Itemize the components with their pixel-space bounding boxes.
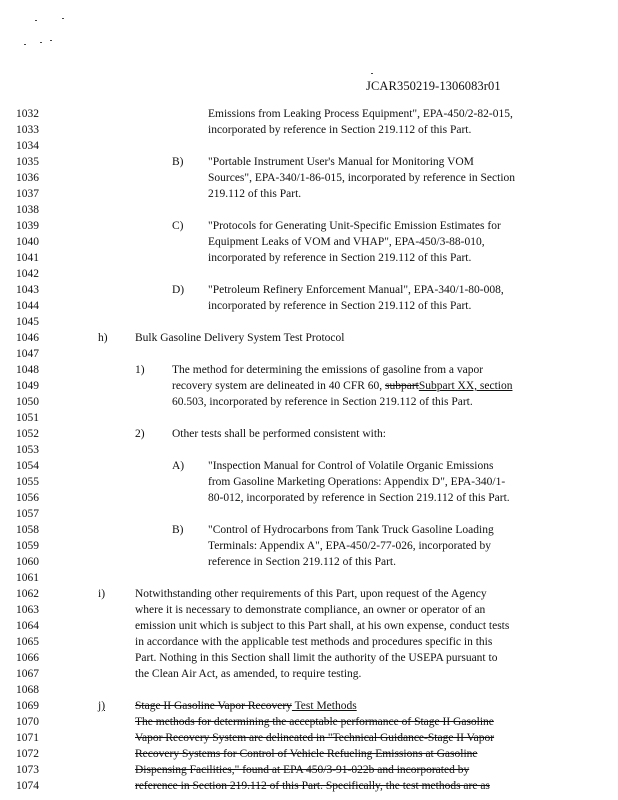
line-number: 1044 bbox=[16, 300, 39, 312]
scan-speck bbox=[35, 20, 37, 21]
deleted-text: subpart bbox=[385, 380, 419, 392]
body-line-with-amendment bbox=[135, 778, 490, 794]
body-line: emission unit which is subject to this Part shall, at his own expense, conduct tests bbox=[135, 620, 510, 632]
line-number: 1061 bbox=[16, 572, 39, 584]
body-line: "Protocols for Generating Unit-Specific Emission Estimates for bbox=[208, 220, 501, 232]
line-number: 1070 bbox=[16, 716, 39, 728]
scan-speck bbox=[24, 44, 26, 45]
line-number: 1048 bbox=[16, 364, 39, 376]
body-line: "Portable Instrument User's Manual for Monitoring VOM bbox=[208, 156, 474, 168]
line-number: 1072 bbox=[16, 748, 39, 760]
body-line: 60.503, incorporated by reference in Section 219.112 of this Part. bbox=[172, 396, 473, 408]
inserted-text: Test Methods bbox=[291, 700, 357, 712]
deleted-text: reference in Section 219.112 bbox=[135, 780, 267, 792]
deleted-line: Vapor Recovery System are delineated in "Technical Guidance-Stage II Vapor bbox=[135, 732, 495, 744]
line-number: 1066 bbox=[16, 652, 39, 664]
line-number: 1047 bbox=[16, 348, 39, 360]
line-number: 1042 bbox=[16, 268, 39, 280]
item-label-d: D) bbox=[172, 284, 185, 296]
line-number: 1036 bbox=[16, 172, 39, 184]
body-line: incorporated by reference in Section 219.112 of this Part. bbox=[208, 252, 472, 264]
line-number: 1073 bbox=[16, 764, 39, 776]
body-line: Terminals: Appendix A", EPA-450/2-77-026, incorporated by bbox=[208, 540, 491, 552]
line-number: 1040 bbox=[16, 236, 39, 248]
line-number: 1037 bbox=[16, 188, 39, 200]
line-number: 1046 bbox=[16, 332, 39, 344]
line-number: 1055 bbox=[16, 476, 39, 488]
line-number: 1057 bbox=[16, 508, 39, 520]
body-line: Notwithstanding other requirements of this Part, upon request of the Agency bbox=[135, 588, 487, 600]
deleted-line: The methods for determining the acceptable performance of Stage II Gasoline bbox=[135, 716, 494, 728]
line-number: 1074 bbox=[16, 780, 39, 792]
deleted-line: Recovery Systems for Control of Vehicle Refueling Emissions at Gasoline bbox=[135, 748, 478, 760]
body-line: Other tests shall be performed consistent with: bbox=[172, 428, 386, 440]
line-number: 1058 bbox=[16, 524, 39, 536]
body-line-with-amendment bbox=[172, 378, 512, 394]
scan-speck bbox=[371, 73, 373, 74]
line-number: 1062 bbox=[16, 588, 39, 600]
section-heading: Bulk Gasoline Delivery System Test Protocol bbox=[135, 332, 345, 344]
line-number: 1059 bbox=[16, 540, 39, 552]
line-number: 1034 bbox=[16, 140, 39, 152]
body-line: The method for determining the emissions of gasoline from a vapor bbox=[172, 364, 484, 376]
document-header-id: JCAR350219-1306083r01 bbox=[366, 79, 501, 93]
item-label-b: B) bbox=[172, 524, 184, 536]
body-line: incorporated by reference in Section 219.112 of this Part. bbox=[208, 124, 472, 136]
line-number: 1065 bbox=[16, 636, 39, 648]
line-number: 1056 bbox=[16, 492, 39, 504]
scan-speck bbox=[50, 40, 52, 41]
body-line: reference in Section 219.112 of this Part. bbox=[208, 556, 396, 568]
line-number: 1050 bbox=[16, 396, 39, 408]
body-line: in accordance with the applicable test methods and procedures specific in this bbox=[135, 636, 493, 648]
section-label-i: i) bbox=[98, 588, 106, 600]
item-label-2: 2) bbox=[135, 428, 145, 440]
line-number: 1039 bbox=[16, 220, 39, 232]
deleted-text: of this Part. Specifically, the test methods are as bbox=[266, 780, 490, 792]
body-line: 219.112 of this Part. bbox=[208, 188, 302, 200]
body-text: recovery system are delineated in 40 CFR 60, bbox=[172, 380, 386, 392]
body-line: "Control of Hydrocarbons from Tank Truck Gasoline Loading bbox=[208, 524, 494, 536]
line-number: 1035 bbox=[16, 156, 39, 168]
line-number: 1033 bbox=[16, 124, 39, 136]
body-line: "Petroleum Refinery Enforcement Manual", EPA-340/1-80-008, bbox=[208, 284, 504, 296]
line-number: 1067 bbox=[16, 668, 39, 680]
line-number: 1045 bbox=[16, 316, 39, 328]
body-line: "Inspection Manual for Control of Volatile Organic Emissions bbox=[208, 460, 494, 472]
line-number: 1068 bbox=[16, 684, 39, 696]
item-label-1: 1) bbox=[135, 364, 145, 376]
body-line: where it is necessary to demonstrate compliance, an owner or operator of an bbox=[135, 604, 486, 616]
line-number: 1063 bbox=[16, 604, 39, 616]
line-number: 1060 bbox=[16, 556, 39, 568]
line-number: 1069 bbox=[16, 700, 39, 712]
body-line: from Gasoline Marketing Operations: Appendix D", EPA-340/1- bbox=[208, 476, 506, 488]
scan-speck bbox=[40, 42, 42, 43]
deleted-line: Dispensing Facilities," found at EPA 450/3-91-022b and incorporated by bbox=[135, 764, 470, 776]
body-line: Sources", EPA-340/1-86-015, incorporated by reference in Section bbox=[208, 172, 516, 184]
line-number: 1071 bbox=[16, 732, 39, 744]
line-number: 1041 bbox=[16, 252, 39, 264]
body-line: Equipment Leaks of VOM and VHAP", EPA-450/3-88-010, bbox=[208, 236, 485, 248]
line-number: 1052 bbox=[16, 428, 39, 440]
section-label-j: j) bbox=[98, 700, 106, 712]
body-line: the Clean Air Act, as amended, to require testing. bbox=[135, 668, 362, 680]
deleted-text: Stage II Gasoline Vapor Recovery bbox=[135, 700, 292, 712]
section-label-h: h) bbox=[98, 332, 108, 344]
body-line: Emissions from Leaking Process Equipment", EPA-450/2-82-015, bbox=[208, 108, 513, 120]
line-number: 1051 bbox=[16, 412, 39, 424]
line-number: 1054 bbox=[16, 460, 39, 472]
inserted-text: Subpart XX, section bbox=[418, 380, 513, 392]
item-label-c: C) bbox=[172, 220, 184, 232]
section-heading-with-amendment bbox=[135, 698, 357, 714]
body-line: Part. Nothing in this Section shall limit the authority of the USEPA pursuant to bbox=[135, 652, 498, 664]
item-label-a: A) bbox=[172, 460, 185, 472]
item-label-b: B) bbox=[172, 156, 184, 168]
line-number: 1049 bbox=[16, 380, 39, 392]
scan-speck bbox=[62, 18, 64, 19]
line-number: 1064 bbox=[16, 620, 39, 632]
line-number: 1043 bbox=[16, 284, 39, 296]
line-number: 1053 bbox=[16, 444, 39, 456]
body-line: 80-012, incorporated by reference in Section 219.112 of this Part. bbox=[208, 492, 510, 504]
line-number: 1038 bbox=[16, 204, 39, 216]
body-line: incorporated by reference in Section 219.112 of this Part. bbox=[208, 300, 472, 312]
line-number: 1032 bbox=[16, 108, 39, 120]
